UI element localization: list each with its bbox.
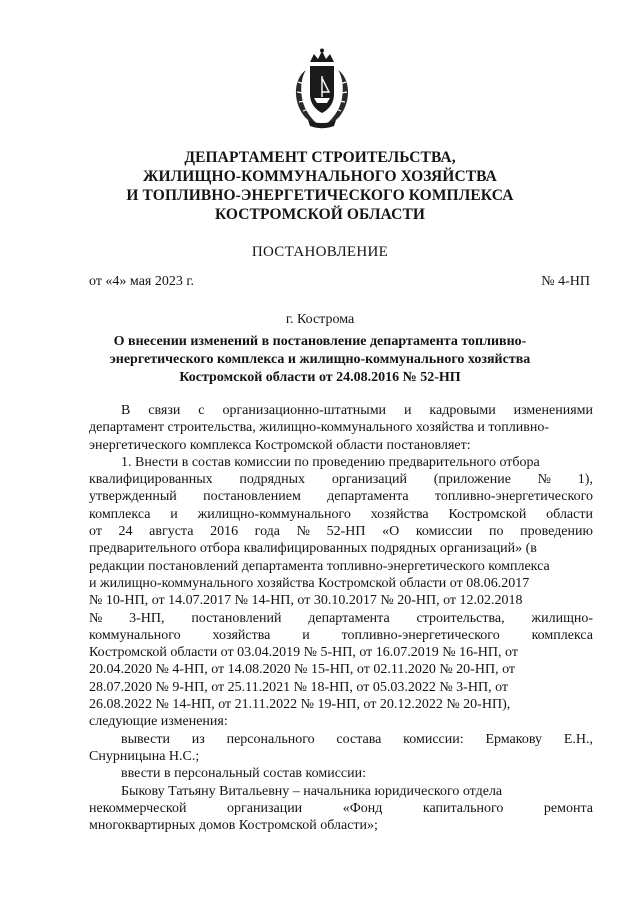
body-word: подрядных — [239, 472, 306, 488]
body-word: вывести — [121, 731, 170, 747]
body-word: Ермакову — [485, 731, 542, 747]
body-word: Костромской — [448, 506, 527, 522]
body-word: организаций — [331, 472, 407, 488]
body-word: департамента — [308, 610, 390, 626]
body-word: комплекса — [531, 627, 593, 643]
document-date: от «4» мая 2023 г. — [89, 274, 195, 289]
body-line — [89, 523, 593, 540]
body-word: утвержденный — [89, 489, 177, 505]
body-word: проведению — [520, 524, 593, 540]
body-word: департамента — [327, 489, 409, 505]
body-line: предварительного отбора квалифицированных подрядных организаций» (в — [89, 541, 537, 557]
document-subject — [0, 333, 640, 387]
subject-line: О внесении изменений в постановление департамента топливно- — [113, 334, 527, 349]
body-word: ремонта — [543, 800, 593, 816]
body-line: Быкову Татьяну Витальевну – начальника юридического отдела — [121, 783, 503, 799]
body-line: следующие изменения: — [89, 714, 228, 730]
body-word: «О — [382, 524, 400, 540]
body-word: хозяйства — [212, 627, 271, 643]
body-word: (приложение — [433, 472, 511, 488]
body-word: коммунального — [89, 627, 181, 643]
body-line — [89, 731, 593, 748]
body-word: топливно-энергетического — [341, 627, 500, 643]
body-word: и — [403, 403, 412, 418]
body-word: комиссии — [415, 524, 473, 540]
body-word: организации — [227, 800, 303, 816]
document-type: ПОСТАНОВЛЕНИЕ — [251, 244, 389, 260]
body-word: из — [191, 731, 205, 747]
body-line: Костромской области от 03.04.2019 № 5-НП, от 16.07.2019 № 16-НП, от — [89, 645, 518, 661]
body-line: 26.08.2022 № 14-НП, от 21.11.2022 № 19-НП, от 20.12.2022 № 20-НП), — [89, 697, 511, 713]
body-line — [89, 627, 593, 644]
body-word: строительства, — [416, 610, 505, 626]
document-body — [89, 402, 593, 834]
body-line: ввести в персональный состав комиссии: — [121, 766, 367, 782]
body-word: постановлением — [203, 489, 301, 505]
department-title-line: И ТОПЛИВНО-ЭНЕРГЕТИЧЕСКОГО КОМПЛЕКСА — [126, 187, 514, 204]
body-word: года — [254, 524, 280, 540]
body-word: с — [198, 403, 205, 418]
body-line — [89, 402, 593, 419]
body-line: 20.04.2020 № 4-НП, от 14.08.2020 № 15-НП, от 02.11.2020 № 20-НП, от — [89, 662, 516, 678]
body-word: хозяйства — [370, 506, 429, 522]
body-word: постановлений — [191, 610, 282, 626]
body-word: кадровыми — [429, 403, 496, 418]
body-word: 1), — [577, 472, 593, 488]
body-line: многоквартирных домов Костромской области»; — [89, 818, 378, 834]
body-line — [89, 506, 593, 523]
document-city: г. Кострома — [285, 312, 355, 327]
department-title-line: ЖИЛИЩНО-КОММУНАЛЬНОГО ХОЗЯЙСТВА — [143, 168, 497, 185]
department-title-line: ДЕПАРТАМЕНТ СТРОИТЕЛЬСТВА, — [184, 149, 456, 166]
subject-line: энергетического комплекса и жилищно-коммунального хозяйства — [109, 352, 531, 367]
body-line: 28.07.2020 № 9-НП, от 25.11.2021 № 18-НП, от 05.03.2022 № 3-НП, от — [89, 679, 509, 695]
body-word: некоммерческой — [89, 800, 187, 816]
body-word: жилищно-коммунального — [197, 506, 351, 522]
body-line: № 10-НП, от 14.07.2017 № 14-НП, от 30.10.2017 № 20-НП, от 12.02.2018 — [89, 593, 523, 609]
body-line: и жилищно-коммунального хозяйства Костромской области от 08.06.2017 — [89, 575, 530, 591]
body-word: топливно-энергетического — [434, 489, 593, 505]
body-word: жилищно- — [531, 610, 593, 626]
body-line — [89, 488, 593, 505]
body-word: персонального — [226, 731, 315, 747]
body-word: № — [89, 610, 103, 626]
body-word: и — [170, 506, 178, 522]
body-word: № — [296, 524, 310, 540]
body-word: по — [489, 524, 504, 540]
body-word: организационно-штатными — [222, 403, 387, 418]
body-line: 1. Внести в состав комиссии по проведению предварительного отбора — [121, 454, 540, 470]
body-word: № — [537, 472, 552, 488]
body-line — [89, 800, 593, 817]
body-line — [89, 471, 593, 488]
body-line: департамент строительства, жилищно-коммунального хозяйства и топливно- — [89, 420, 549, 436]
body-line: редакции постановлений департамента топливно-энергетического комплекса — [89, 558, 550, 574]
body-word: капитального — [422, 800, 504, 816]
body-word: 24 — [118, 524, 133, 540]
body-line: энергетического комплекса Костромской области постановляет: — [89, 437, 471, 453]
body-word: В — [121, 403, 131, 418]
body-word: Е.Н., — [563, 731, 593, 747]
document-number: № 4-НП — [541, 274, 590, 289]
body-word: 2016 — [210, 524, 239, 540]
body-line — [89, 610, 593, 627]
body-line: Снурницына Н.С.; — [89, 748, 200, 764]
body-word: 52-НП — [326, 524, 366, 540]
body-word: от — [89, 524, 102, 540]
department-title — [0, 148, 640, 224]
body-word: состава — [336, 731, 382, 747]
body-word: квалифицированных — [89, 472, 213, 488]
body-word: изменениями — [513, 403, 593, 418]
coat-of-arms-icon — [286, 48, 358, 130]
body-word: связи — [148, 403, 181, 418]
body-word: и — [302, 627, 310, 643]
body-word: августа — [149, 524, 194, 540]
body-word: 3-НП, — [129, 610, 165, 626]
department-title-line: КОСТРОМСКОЙ ОБЛАСТИ — [214, 206, 426, 223]
body-word: области — [546, 506, 593, 522]
body-word: «Фонд — [342, 800, 383, 816]
body-word: комиссии: — [403, 731, 464, 747]
subject-line: Костромской области от 24.08.2016 № 52-НП — [179, 370, 461, 385]
body-word: комплекса — [89, 506, 151, 522]
